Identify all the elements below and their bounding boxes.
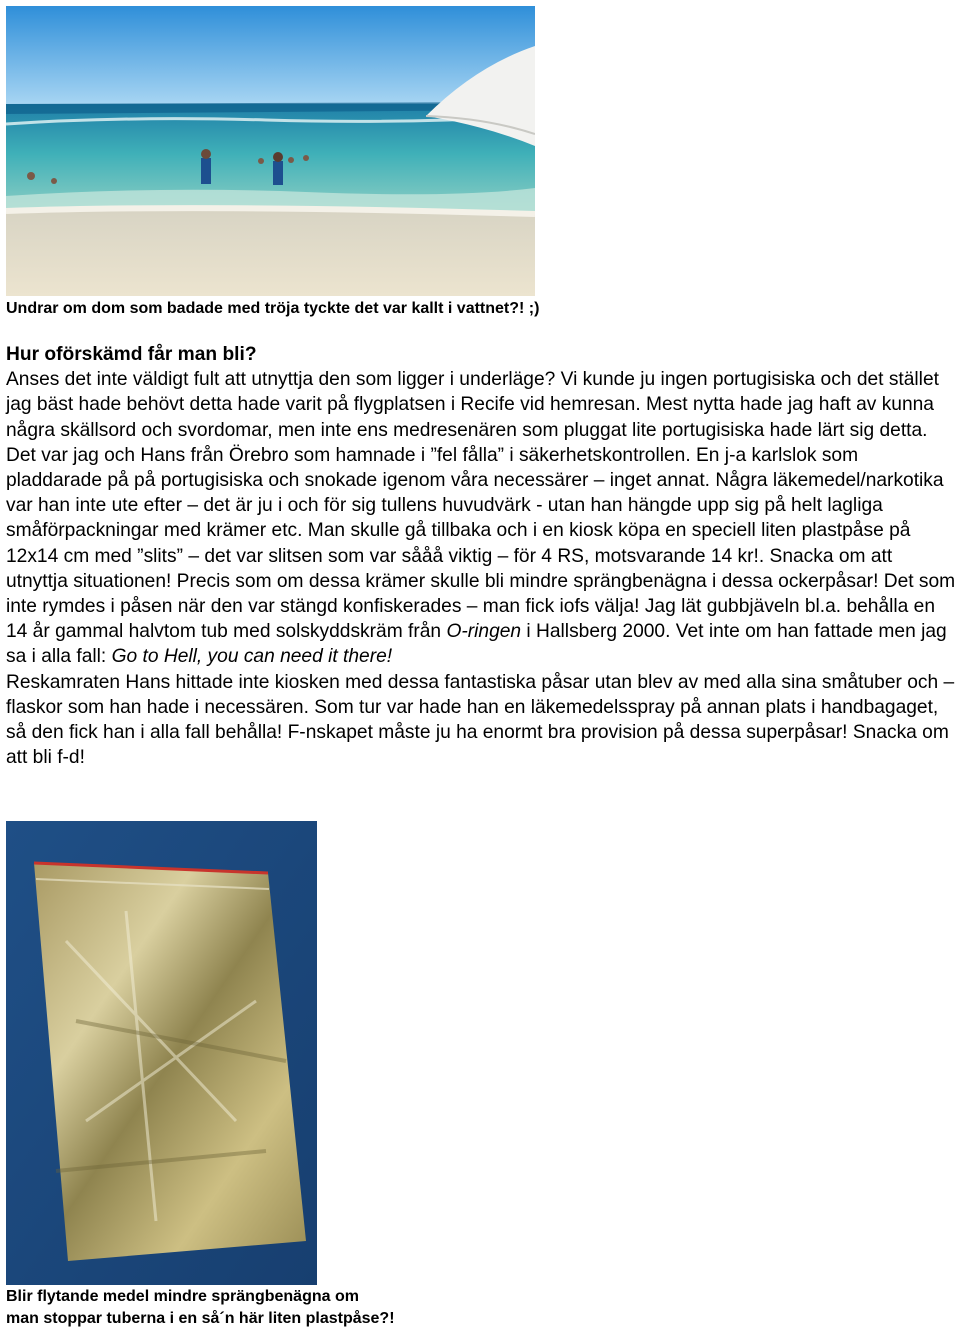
plastic-bag-photo (6, 821, 317, 1285)
paragraph-2 (6, 443, 956, 670)
article-heading: Hur oförskämd får man bli? (6, 344, 257, 365)
photo-caption-bottom (6, 1286, 706, 1330)
caption-bottom-line-1: Blir flytande medel mindre sprängbenägna om (6, 1288, 359, 1305)
caption-bottom-line-2: man stoppar tuberna i en så´n här liten plastpåse?! (6, 1310, 395, 1327)
paragraph-1: Anses det inte väldigt fult att utnyttja den som ligger i underläge? Vi kunde ju ingen portugisiska och det stället jag bäst hade behövt detta hade varit på flygplatsen i Recife vid hemresan. Mest nytta hade jag haft av kunna några skällsord och svordomar, men inte ens medresenären som pluggat lite portugisiska hade lärt sig detta. (6, 369, 939, 441)
photo-caption-top: Undrar om dom som badade med tröja tyckte det var kallt i vattnet?! ;) (6, 300, 540, 317)
paragraph-3: Reskamraten Hans hittade inte kiosken med dessa fantastiska påsar utan blev av med alla sina småtuber och –flaskor som han hade i necessären. Som tur var hade han en läkemedelsspray på annan plats i handbagaget, så den fick han i alla fall behålla! F-nskapet måste ju ha enormt bra provision på dessa superpåsar! Snacka om att bli f-d! (6, 671, 955, 769)
article-body (6, 342, 956, 770)
paragraph-2-text-b: i Hallsberg 2000. Vet inte om han fattade men jag sa i alla fall: (6, 621, 947, 668)
paragraph-2-text-a: Det var jag och Hans från Örebro som hamnade i ”fel fålla” i säkerhetskontrollen. En j-a karlslok som pladdarade på på portugisiska och snokade igenom våra necessärer – inget annat. Några läkemedel/narkotika var han inte ute efter – det är ju i och för sig tullens huvudvärk - utan han hängde upp sig på helt lagliga småförpackningar med krämer etc. Man skulle gå tillbaka och i en kiosk köpa en speciell liten plastpåse på 12x14 cm med ”slits” – det var slitsen som var sååå viktig – för 4 RS, motsvarande 14 kr!. Snacka om att utnyttja situationen! Precis som om dessa krämer skulle bli mindre sprängbenägna i dessa ockerpåsar! Det som inte rymdes i påsen när den var stängd konfiskerades – man fick iofs välja! Jag lät gubbjäveln bl.a. behålla en 14 år gammal halvtom tub med solskyddskräm från (6, 444, 956, 643)
brand-name-oringen: O-ringen (446, 621, 522, 643)
quote-italic: Go to Hell, you can need it there! (111, 646, 393, 668)
beach-photo (6, 6, 535, 296)
